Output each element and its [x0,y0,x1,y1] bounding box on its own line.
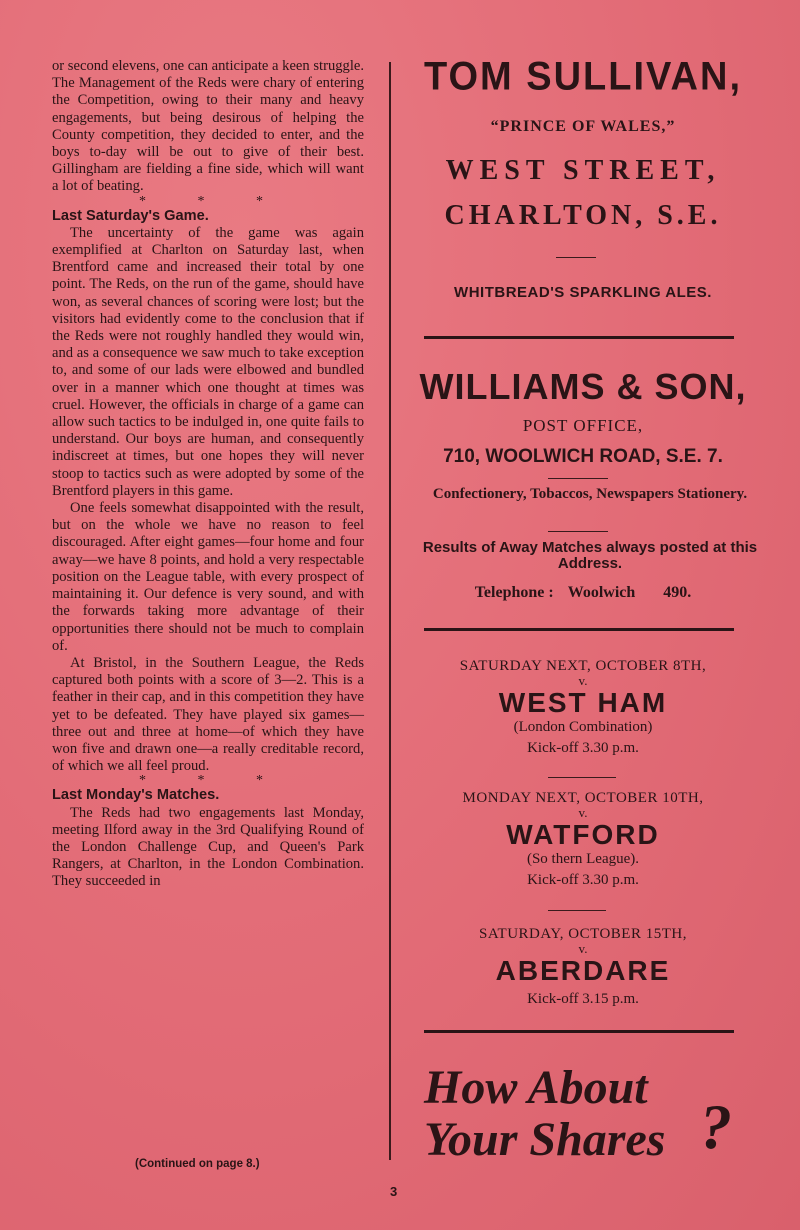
article-paragraph: The Reds had two engagements last Monday, meeting Ilford away in the 3rd Qualifying Round of the London Challenge Cup, and Queen's Park Rangers, at Charlton, in the London Combination. They succeeded in [52,804,364,890]
fixture-kickoff: Kick-off 3.30 p.m. [527,740,639,756]
slogan-line: How About [424,1061,648,1114]
article-paragraph: The uncertainty of the game was again exemplified at Charlton on Saturday last, when Brentford came and increased their total by one point. The Reds, on the run of the game, should have won, as several chances of scoring were lost; but the visitors had evidently come to the conclusion that if the Reds were not roughly handled they would win, and as a consequence we saw much to take exception to, and some of our lads were elbowed and bundled over in a manner which one thought at times was cruel. However, the officials in charge of a game can allow such tactics to be indulged in, one quite fails to understand. Our boys are human, and consequently indiscreet at times, but one hopes they will never stoop to tactics such as were adopted by some of the Brentford players in this game. [52,224,364,499]
short-rule [556,257,596,258]
article-paragraph: One feels somewhat disappointed with the result, but on the whole we have no reason to feel discouraged. After eight games—four home and four away—we have 8 points, and hold a very respectable position on the League table, with every prospect of maintaining it. Our defence is very sound, and with the forwards taking more advantage of their opportunities there should not be much to complain of. [52,500,364,654]
section-heading: Last Monday's Matches. [52,787,220,804]
slogan-question-mark: ? [700,1091,732,1162]
column-divider [389,62,391,1160]
page-number: 3 [390,1184,398,1199]
fixture-competition: (So thern League). [526,851,640,867]
fixture-kickoff: Kick-off 3.30 p.m. [527,872,639,888]
telephone-exchange: Woolwich [567,584,636,601]
fixture-block [410,658,756,757]
fixture-versus: v. [578,673,588,688]
fixture-block [410,926,756,1008]
advert-williams-post: POST OFFICE, [522,416,644,435]
advert-williams-results: Results of Away Matches always posted at this Address. [422,539,758,572]
telephone-number: 490. [663,584,692,601]
fixture-competition: (London Combination) [513,719,653,735]
fixture-date: SATURDAY, OCTOBER 15TH, [479,926,687,942]
article-column [52,58,364,891]
fixture-date: MONDAY NEXT, OCTOBER 10TH, [462,790,704,806]
telephone-label: Telephone : [474,584,554,601]
fixture-versus: v. [578,941,588,956]
advert-williams-address: 710, WOOLWICH ROAD, S.E. 7. [443,446,723,467]
continuation-note: (Continued on page 8.) [135,1158,260,1170]
short-rule [548,777,616,778]
advert-sullivan-ales: WHITBREAD'S SPARKLING ALES. [454,284,712,301]
section-separator: * * * [139,193,287,209]
advert-williams-goods: Confectionery, Tobaccos, Newspapers Stationery. [432,486,748,502]
slogan [424,1062,665,1166]
short-rule [548,478,608,479]
fixture-block [410,790,756,889]
article-paragraph: At Bristol, in the Southern League, the Reds captured both points with a score of 3—2. This is a feather in their cap, and in this competition they have yet to be defeated. They have played six games—three out and three at home—of which they have won five and drawn one—a really creditable record, of which we all feel proud. [52,654,364,775]
advert-sullivan-pub: “PRINCE OF WALES,” [490,118,676,135]
advert-divider [424,628,734,631]
advert-williams-telephone [410,584,756,602]
advert-sullivan-town: CHARLTON, S.E. [444,200,722,231]
advert-sullivan-street: WEST STREET, [445,155,721,186]
advert-sullivan-name: TOM SULLIVAN, [423,54,743,100]
advert-williams-name: WILLIAMS & SON, [419,366,747,407]
advert-divider [424,336,734,339]
short-rule [548,910,606,911]
article-paragraph: or second elevens, one can anticipate a keen struggle. The Management of the Reds were chary of entering the Competition, owing to their many and heavy engagements, but being desirous of helping the County competition, they decided to enter, and the boys to-day will be out to give of their best. Gillingham are fielding a fine side, which will want a lot of beating. [52,58,365,195]
short-rule [548,531,608,532]
fixture-versus: v. [578,805,588,820]
fixture-opponent: WEST HAM [498,687,668,718]
section-heading: Last Saturday's Game. [52,207,209,224]
section-separator: * * * [139,773,287,789]
fixture-opponent: ABERDARE [495,955,671,986]
advert-divider [424,1030,734,1033]
fixture-kickoff: Kick-off 3.15 p.m. [527,991,639,1007]
fixture-date: SATURDAY NEXT, OCTOBER 8TH, [459,658,707,674]
fixture-opponent: WATFORD [506,819,660,850]
slogan-line: Your Shares [424,1113,666,1166]
